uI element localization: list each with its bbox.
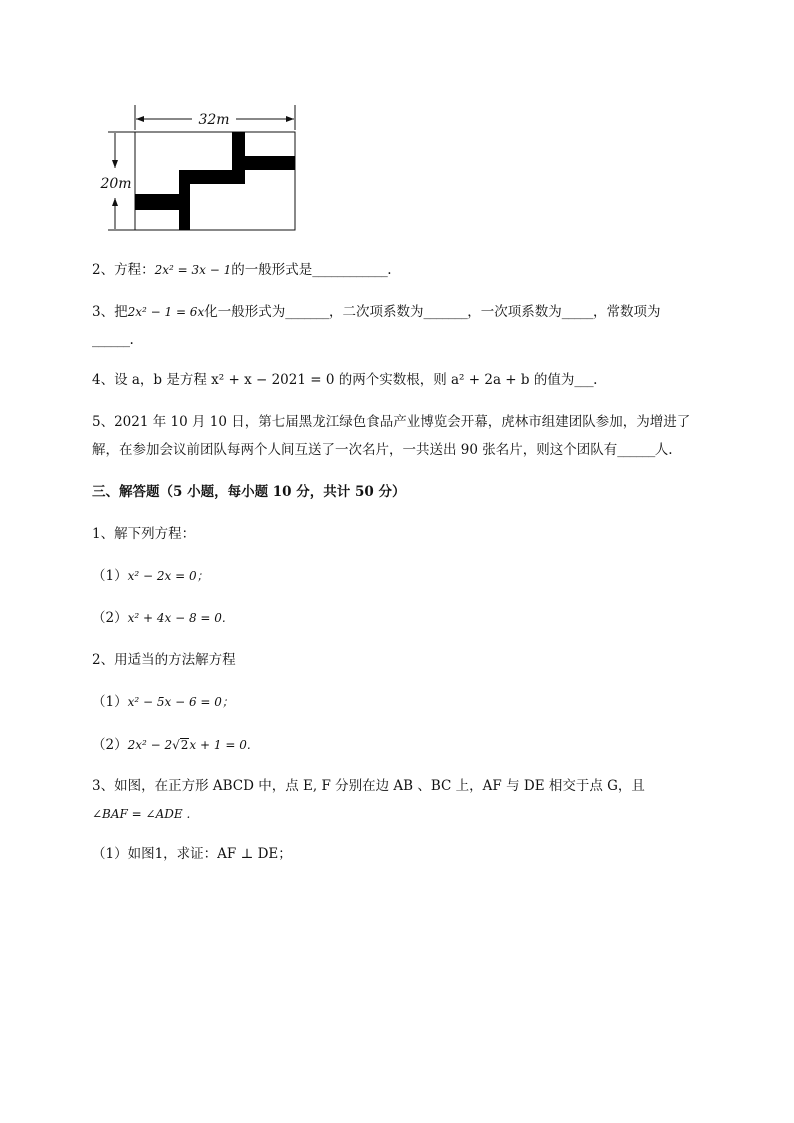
height-arrowhead-top: [112, 160, 118, 168]
s1-p2-label: （2）: [92, 610, 128, 626]
q3-text-4: ，常数项为: [592, 304, 661, 320]
q3-blank-1: _______: [285, 304, 329, 320]
q5-blank: ______: [617, 442, 655, 458]
s2-p1-equation: x² − 5x − 6 = 0；: [127, 695, 234, 709]
q3-blank-3: _____: [561, 304, 593, 320]
width-label: 32m: [198, 112, 230, 128]
q3-text-2: ，二次项系数为: [328, 304, 424, 320]
q3-blank-2: _______: [423, 304, 468, 320]
s2-p1-label: （1）: [92, 694, 128, 710]
s2-p2-radicand: 2: [180, 738, 189, 752]
solve-3-line-2: ∠BAF = ∠ADE .: [92, 807, 191, 821]
solve-1-part-2: [92, 612, 732, 626]
path-figure: [100, 100, 310, 235]
s2-p2-label: （2）: [92, 737, 128, 753]
solve-3-part-1: （1）如图1，求证：AF ⊥ DE；: [92, 846, 292, 862]
q3-equation: 2x² − 1 = 6x: [127, 305, 205, 319]
q2-equation: 2x² = 3x − 1: [154, 263, 232, 277]
s1-p2-equation: x² + 4x − 8 = 0.: [127, 611, 226, 625]
height-arrowhead-bottom: [112, 198, 118, 206]
solve-2-part-2: [92, 738, 732, 753]
q2-label: 2、方程：: [92, 262, 155, 278]
q2-end: .: [387, 262, 392, 278]
q4-blank: ___: [574, 372, 594, 388]
q5-line-1: 5、2021 年 10 月 10 日，第七届黑龙江绿色食品产业博览会开幕，虎林市组建团队参加，为增进了: [92, 414, 691, 430]
s1-p1-equation: x² − 2x = 0；: [127, 569, 209, 583]
q3-end: .: [129, 332, 134, 348]
q3-label: 3、把: [92, 304, 128, 320]
question-5-line-2: [92, 444, 732, 458]
q3-text-3: ，一次项系数为: [467, 304, 562, 320]
section-3-title: 三、解答题（5 小题，每小题 10 分，共计 50 分）: [92, 484, 406, 500]
sqrt-symbol: √: [172, 738, 180, 752]
road-segment-5: [232, 156, 295, 170]
s2-p2-equation-post: x + 1 = 0.: [189, 738, 251, 752]
solve-3-line-1: 3、如图，在正方形 ABCD 中，点 E, F 分别在边 AB 、BC 上，AF 与 DE 相交于点 G，且: [92, 778, 645, 794]
question-5-line-1: [92, 416, 732, 430]
question-3-cont: [92, 334, 732, 348]
q4-text: 4、设 a，b 是方程 x² + x − 2021 = 0 的两个实数根，则 a² + 2a + b 的值为: [92, 372, 575, 388]
solve-2-part-1: [92, 696, 732, 710]
q5-end: 人.: [654, 442, 673, 458]
q2-text: 的一般形式是: [231, 262, 313, 278]
s2-p2-equation-pre: 2x² − 2: [127, 738, 173, 752]
question-2: [92, 264, 732, 278]
q5-line-2: 解，在参加会议前团队每两个人间互送了一次名片，一共送出 90 张名片，则这个团队有: [92, 442, 618, 458]
q3-text-1: 化一般形式为: [204, 304, 286, 320]
width-arrowhead-left: [136, 116, 144, 122]
q2-blank: ____________: [312, 262, 388, 278]
q3-blank-4: ______: [92, 332, 130, 348]
solve-1-part-1: [92, 570, 732, 584]
height-label: 20m: [100, 176, 132, 192]
question-3: [92, 306, 732, 320]
width-arrowhead-right: [286, 116, 294, 122]
question-4: [92, 374, 732, 388]
solve-2-title: 2、用适当的方法解方程: [92, 652, 236, 668]
solve-1-title: 1、解下列方程：: [92, 526, 196, 542]
s1-p1-label: （1）: [92, 568, 128, 584]
q4-end: .: [593, 372, 598, 388]
